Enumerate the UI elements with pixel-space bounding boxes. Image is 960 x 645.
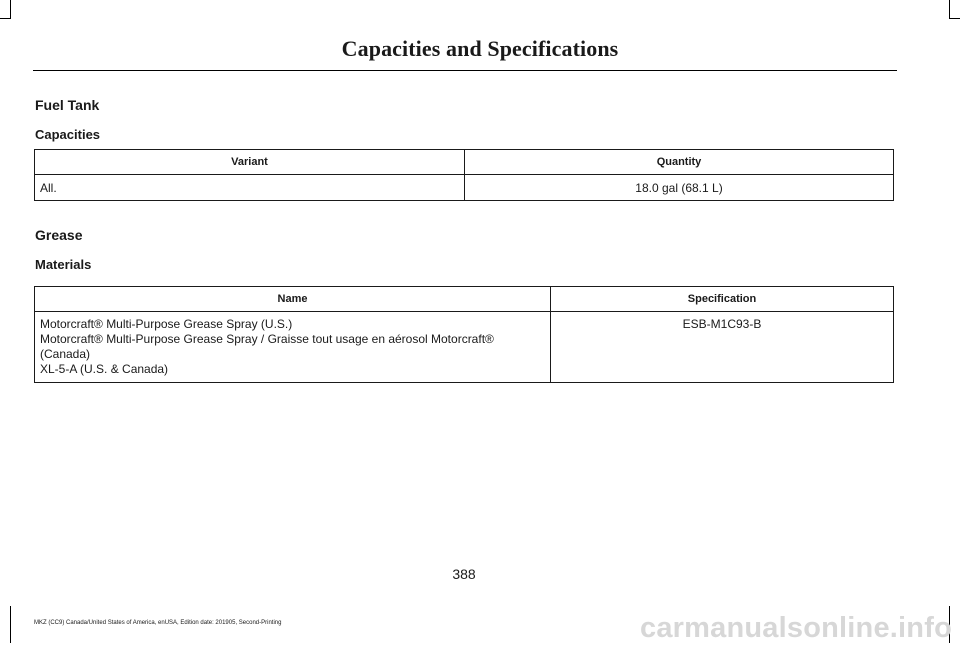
title-divider [33,70,897,71]
quantity-cell: 18.0 gal (68.1 L) [465,175,894,201]
capacities-subheading: Capacities [35,127,101,142]
material-name-cell [35,312,551,383]
column-header-variant: Variant [35,150,465,175]
crop-mark-top-left-horizontal [0,18,11,19]
crop-mark-bottom-left-vertical [10,606,11,643]
variant-cell: All. [35,175,465,201]
watermark: carmanualsonline.info [640,612,952,644]
material-name-line: Motorcraft® Multi-Purpose Grease Spray (U.S.) [40,317,293,331]
page-title: Capacities and Specifications [341,36,619,61]
material-name-line: Motorcraft® Multi-Purpose Grease Spray / Graisse tout usage en aérosol Motorcraft® [40,332,494,346]
crop-mark-top-right-vertical [949,0,950,18]
material-name-line: (Canada) [40,347,91,361]
specification-cell: ESB-M1C93-B [551,312,894,383]
grease-materials-table [34,286,894,383]
column-header-name: Name [35,287,551,312]
crop-mark-top-right-horizontal [949,18,960,19]
table-header-row [35,287,894,312]
page-number: 388 [452,566,476,582]
fuel-tank-heading: Fuel Tank [35,97,100,113]
table-row [35,312,894,383]
column-header-quantity: Quantity [465,150,894,175]
table-header-row [35,150,894,175]
materials-subheading: Materials [35,257,92,272]
fuel-capacity-table [34,149,894,201]
grease-heading: Grease [35,227,83,243]
crop-mark-top-left-vertical [10,0,11,18]
column-header-specification: Specification [551,287,894,312]
edition-footer: MKZ (CC9) Canada/United States of America, enUSA, Edition date: 201905, Second-Printing [34,620,282,626]
table-row [35,175,894,201]
material-name-line: XL-5-A (U.S. & Canada) [40,362,169,376]
